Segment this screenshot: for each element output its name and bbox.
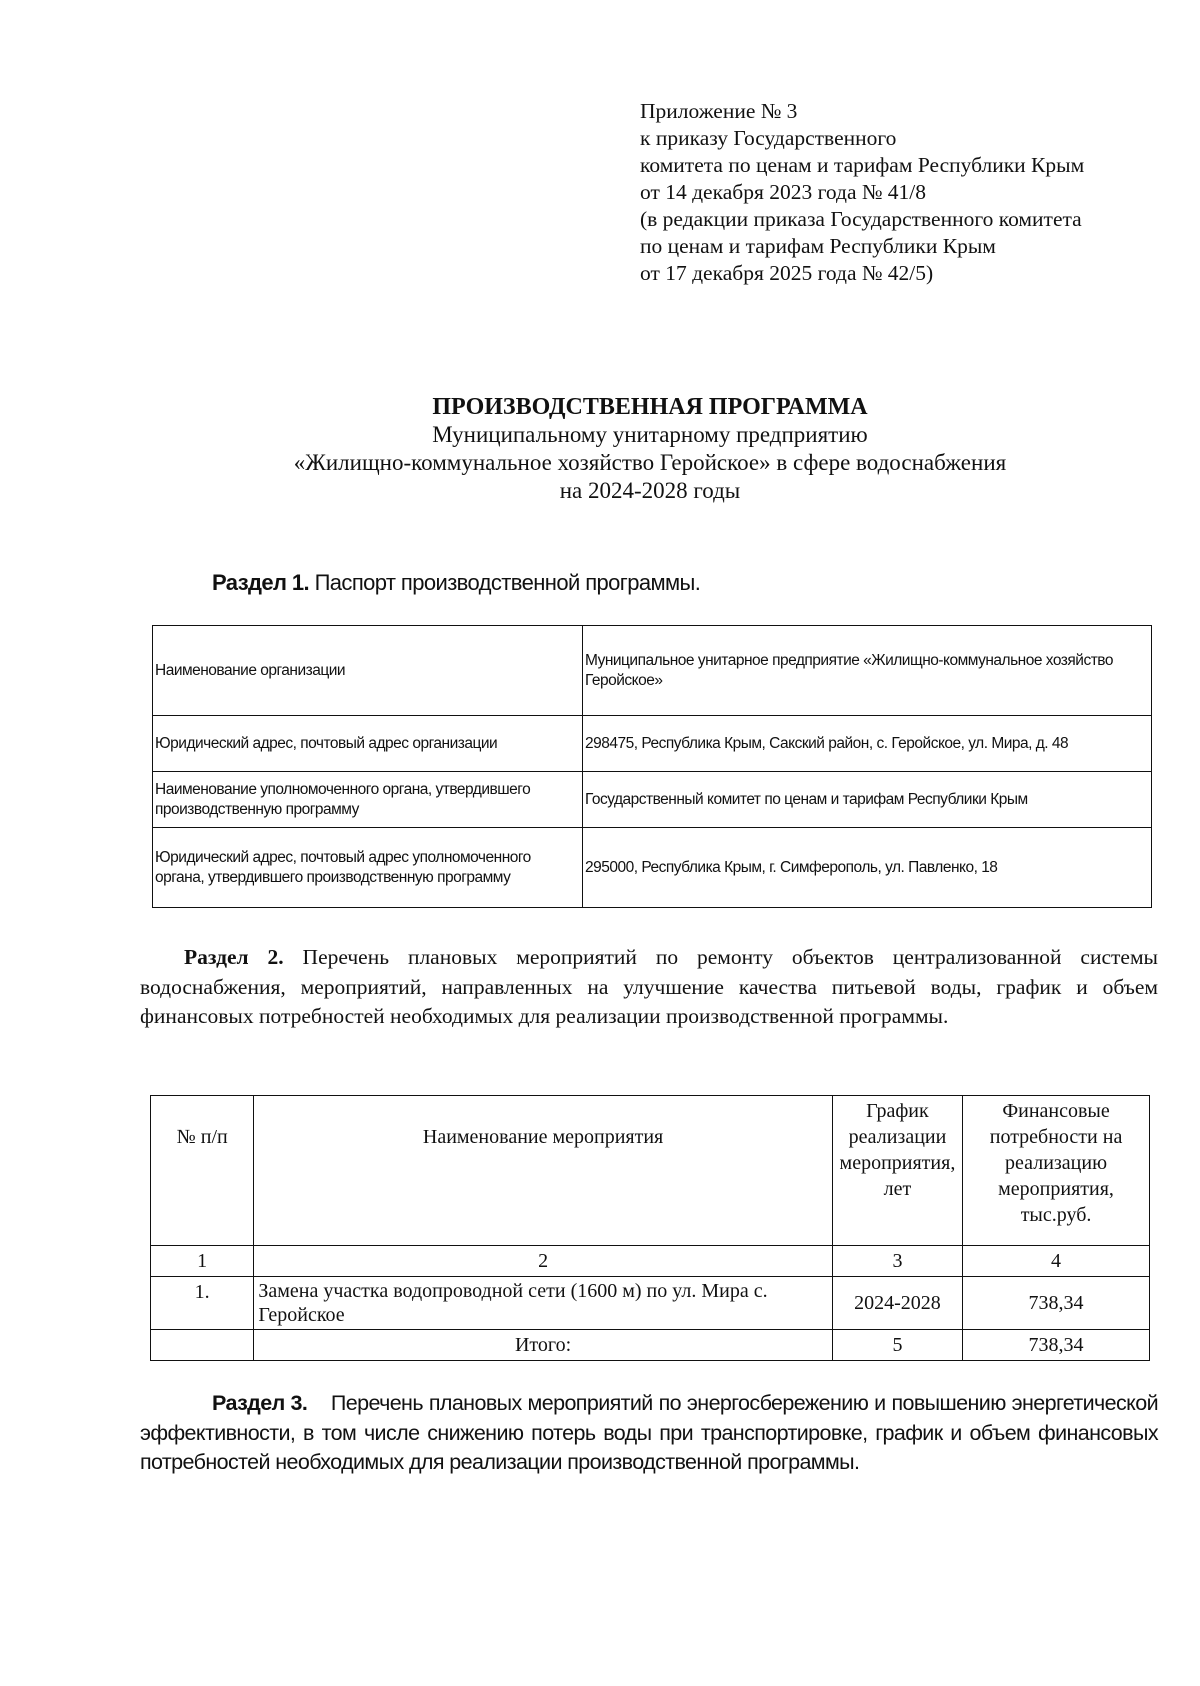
table-cell [151, 1330, 254, 1361]
header-cell: График реализации мероприятия, лет [832, 1096, 962, 1246]
title-line: на 2024-2028 годы [559, 478, 741, 503]
table-header-row [151, 1096, 1150, 1246]
appendix-line: комитета по ценам и тарифам Республики Крым [640, 153, 1085, 177]
table-row [153, 772, 1152, 828]
table-cell: Итого: [254, 1330, 832, 1361]
table-cell: 1. [151, 1277, 254, 1330]
table-cell: Юридический адрес, почтовый адрес уполномоченного органа, утвердившего производственную программу [153, 828, 583, 908]
appendix-line: от 17 декабря 2025 года № 42/5) [640, 261, 934, 285]
table-cell: Юридический адрес, почтовый адрес организации [153, 716, 583, 772]
table-cell: Наименование уполномоченного органа, утвердившего производственную программу [153, 772, 583, 828]
section2-label: Раздел 2. [184, 945, 284, 969]
table-cell: 2024-2028 [832, 1277, 962, 1330]
table-cell: 4 [963, 1246, 1150, 1277]
table-cell: 298475, Республика Крым, Сакский район, с. Геройское, ул. Мира, д. 48 [583, 716, 1152, 772]
appendix-line: Приложение № 3 [640, 99, 798, 123]
header-cell: № п/п [151, 1096, 254, 1246]
passport-table [152, 625, 1152, 908]
table-cell: 295000, Республика Крым, г. Симферополь, ул. Павленко, 18 [583, 828, 1152, 908]
section1-label: Раздел 1. [212, 570, 310, 595]
table-cell: 2 [254, 1246, 832, 1277]
section2-paragraph [140, 943, 1158, 1032]
appendix-line: к приказу Государственного [640, 126, 897, 150]
table-cell: 738,34 [963, 1330, 1150, 1361]
table-cell: Муниципальное унитарное предприятие «Жилищно-коммунальное хозяйство Геройское» [583, 626, 1152, 716]
measures-table [150, 1095, 1150, 1361]
title-line: «Жилищно-коммунальное хозяйство Геройское» в сфере водоснабжения [293, 450, 1007, 475]
table-cell: Государственный комитет по ценам и тарифам Республики Крым [583, 772, 1152, 828]
table-row [151, 1277, 1150, 1330]
table-row [153, 828, 1152, 908]
table-row [151, 1246, 1150, 1277]
table-row [153, 716, 1152, 772]
section1-text: Паспорт производственной программы. [314, 570, 701, 595]
appendix-line: (в редакции приказа Государственного комитета [640, 207, 1082, 231]
section3-paragraph [140, 1389, 1158, 1478]
appendix-header [640, 98, 1084, 287]
appendix-line: по ценам и тарифам Республики Крым [640, 234, 996, 258]
table-cell: Замена участка водопроводной сети (1600 м) по ул. Мира с. Геройское [254, 1277, 832, 1330]
section3-label: Раздел 3. [212, 1391, 308, 1415]
title-main: ПРОИЗВОДСТВЕННАЯ ПРОГРАММА [432, 394, 868, 420]
table-cell: Наименование организации [153, 626, 583, 716]
table-row [153, 626, 1152, 716]
section3-text: Перечень плановых мероприятий по энергосбережению и повышению энергетической эффективности, в том числе снижению потерь воды при транспортировке, график и объем финансовых потребностей необходимых для реализации производственной программы. [140, 1391, 1158, 1474]
section2-text: Перечень плановых мероприятий по ремонту объектов централизованной системы водоснабжения, мероприятий, направленных на улучшение качества питьевой воды, график и объем финансовых потребностей необходимых для реализации производственной программы. [140, 945, 1158, 1028]
appendix-line: от 14 декабря 2023 года № 41/8 [640, 180, 926, 204]
table-cell: 3 [832, 1246, 962, 1277]
document-title [150, 393, 1150, 505]
section1-heading [212, 570, 700, 596]
header-cell: Финансовые потребности на реализацию мероприятия, тыс.руб. [963, 1096, 1150, 1246]
table-total-row [151, 1330, 1150, 1361]
table-cell: 1 [151, 1246, 254, 1277]
table-cell: 738,34 [963, 1277, 1150, 1330]
table-cell: 5 [832, 1330, 962, 1361]
header-cell: Наименование мероприятия [254, 1096, 832, 1246]
title-line: Муниципальному унитарному предприятию [432, 422, 868, 447]
